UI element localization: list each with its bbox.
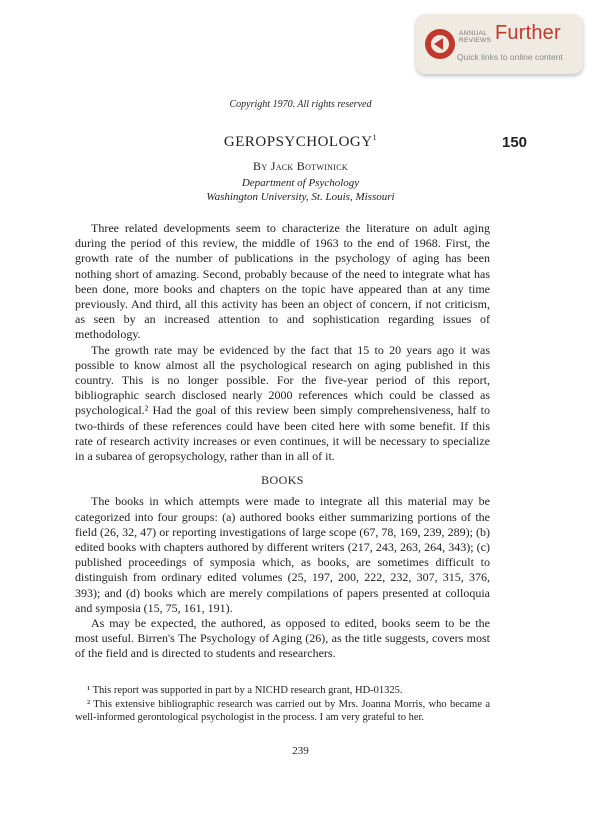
- footnote-1: ¹ This report was supported in part by a NICHD research grant, HD-01325.: [87, 685, 403, 696]
- footnote-2: ² This extensive bibliographic research was carried out by Mrs. Joanna Morris, who became a well-informed gerontological psychologist in the process. I am very grateful to her.: [75, 698, 490, 723]
- body-paragraph: The books in which attempts were made to integrate all this material may be categorized into four groups: (a) authored books either summarizing portions of the field (26, 32, 47) or reporting investigations of large scope (67, 78, 169, 239, 289); (b) edited books with chapters authored by different writers (217, 243, 263, 264, 343); (c) published proceedings of symposia which, as books, are sometimes difficult to distinguish from ordinary edited volumes (25, 197, 200, 222, 232, 307, 315, 376, 393); and (d) books which are merely compilations of papers presented at colloquia and symposia (15, 75, 161, 191).: [75, 494, 490, 615]
- body-paragraph: The growth rate may be evidenced by the fact that 15 to 20 years ago it was possible to know almost all the psychological research on aging published in this country. This is no longer possible. For the five-year period of this report, bibliographic search disclosed nearly 2000 references which could be classed as psychological.² Had the goal of this review been simply comprehensiveness, half to two-thirds of these references could have been cited here with some benefit. If this rate of research activity increases or even continues, it will be necessary to specialize in a subarea of geropsychology, rather than in all of it.: [75, 342, 490, 464]
- body-paragraph: As may be expected, the authored, as opposed to edited, books seem to be the most useful. Birren's The Psychology of Aging (26), as the title suggests, covers most of the field and is directed to students and researchers.: [75, 616, 490, 661]
- further-badge[interactable]: [416, 14, 583, 74]
- article-body: [75, 221, 490, 662]
- further-arrow-icon: [425, 29, 455, 59]
- title-footnote-marker: 1: [372, 133, 378, 142]
- footnotes: [75, 684, 490, 725]
- section-heading-books: BOOKS: [261, 473, 304, 488]
- copyright-notice: Copyright 1970. All rights reserved: [229, 99, 372, 110]
- article-title-text: GEROPSYCHOLOGY: [223, 134, 373, 150]
- annual-reviews-brand: ANNUAL REVIEWS: [459, 30, 492, 44]
- page-number: 239: [292, 745, 309, 757]
- further-subtitle: Quick links to online content: [457, 52, 563, 62]
- author-department: Department of Psychology: [241, 177, 360, 189]
- author-byline: By Jack Botwinick: [253, 159, 348, 173]
- author-institution: Washington University, St. Louis, Missouri: [206, 191, 395, 203]
- body-paragraph: Three related developments seem to characterize the literature on adult aging during the period of this review, the middle of 1963 to the end of 1968. First, the growth rate of the number of publications in the psychology of aging has been nothing short of amazing. Second, probably because of the need to integrate what has been done, more books and chapters on the topic have appeared than at any time previously. And third, all this activity has been an object of concern, if not criticism, as seen by an increased attention to and sophistication regarding issues of methodology.: [75, 221, 490, 342]
- further-logo-text: Further: [495, 22, 561, 44]
- article-page-marker: 150: [502, 134, 528, 151]
